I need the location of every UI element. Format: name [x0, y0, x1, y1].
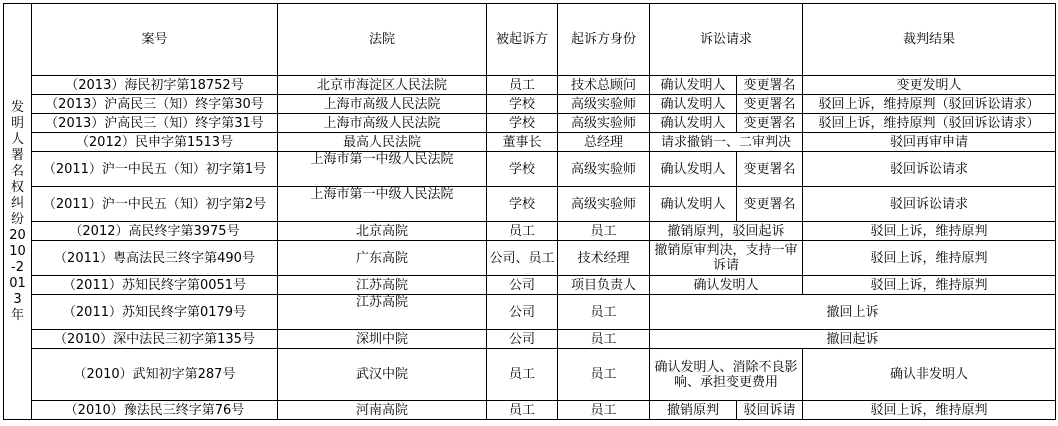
result-cell[interactable]: 驳回上诉，维持原判（驳回诉讼请求）: [803, 114, 1056, 133]
claim-cell[interactable]: 撤销原判，驳回起诉: [650, 222, 803, 241]
claim-cell[interactable]: 确认发明人: [650, 76, 737, 95]
header-defendant[interactable]: 被起诉方: [487, 4, 558, 76]
case-no-cell[interactable]: （2011）苏知民终字第0051号: [32, 276, 278, 295]
defendant-cell[interactable]: 董事长: [487, 133, 558, 152]
table-row: [4, 152, 1056, 187]
table-row: [4, 76, 1056, 95]
case-table: [3, 3, 1056, 420]
case-no-cell[interactable]: （2010）武知初字第287号: [32, 349, 278, 401]
claim-cell[interactable]: 请求撤销一、二审判决: [650, 133, 803, 152]
court-cell[interactable]: 河南高院: [278, 401, 487, 420]
defendant-cell[interactable]: 员工: [487, 401, 558, 420]
defendant-cell[interactable]: 员工: [487, 349, 558, 401]
court-cell[interactable]: 上海市第一中级人民法院: [278, 152, 487, 187]
court-cell[interactable]: 上海市第一中级人民法院: [278, 187, 487, 222]
result-cell[interactable]: 撤回上诉: [650, 295, 1056, 330]
result-cell[interactable]: 驳回再审申请: [803, 133, 1056, 152]
defendant-cell[interactable]: 学校: [487, 114, 558, 133]
case-no-cell[interactable]: （2012）民申字第1513号: [32, 133, 278, 152]
plaintiff-cell[interactable]: 员工: [558, 401, 650, 420]
claim-cell[interactable]: 撤销原审判决，支持一审诉请: [650, 241, 803, 276]
case-no-cell[interactable]: （2011）粤高法民三终字第490号: [32, 241, 278, 276]
defendant-cell[interactable]: 学校: [487, 95, 558, 114]
court-cell[interactable]: 武汉中院: [278, 349, 487, 401]
court-cell[interactable]: 江苏高院: [278, 276, 487, 295]
case-no-cell[interactable]: （2012）高民终字第3975号: [32, 222, 278, 241]
court-cell[interactable]: 江苏高院: [278, 295, 487, 330]
court-cell[interactable]: 北京高院: [278, 222, 487, 241]
result-cell[interactable]: 确认非发明人: [803, 349, 1056, 401]
defendant-cell[interactable]: 公司: [487, 276, 558, 295]
result-cell[interactable]: 驳回上诉，维持原判: [803, 222, 1056, 241]
table-row: [4, 349, 1056, 401]
header-plaintiff[interactable]: 起诉方身份: [558, 4, 650, 76]
defendant-cell[interactable]: 公司: [487, 330, 558, 349]
plaintiff-cell[interactable]: 员工: [558, 349, 650, 401]
claim-cell[interactable]: 确认发明人: [650, 152, 737, 187]
claim-cell[interactable]: 变更署名: [737, 152, 803, 187]
result-cell[interactable]: 变更发明人: [803, 76, 1056, 95]
claim-cell[interactable]: 确认发明人: [650, 276, 803, 295]
defendant-cell[interactable]: 公司: [487, 295, 558, 330]
plaintiff-cell[interactable]: 高级实验师: [558, 114, 650, 133]
case-no-cell[interactable]: （2013）沪高民三（知）终字第30号: [32, 95, 278, 114]
plaintiff-cell[interactable]: 总经理: [558, 133, 650, 152]
case-no-cell[interactable]: （2011）苏知民终字第0179号: [32, 295, 278, 330]
header-court[interactable]: 法院: [278, 4, 487, 76]
header-claims[interactable]: 诉讼请求: [650, 4, 803, 76]
plaintiff-cell[interactable]: 技术经理: [558, 241, 650, 276]
defendant-cell[interactable]: 学校: [487, 187, 558, 222]
result-cell[interactable]: 驳回诉讼请求: [803, 187, 1056, 222]
court-cell[interactable]: 广东高院: [278, 241, 487, 276]
result-cell[interactable]: 驳回上诉，维持原判: [803, 276, 1056, 295]
header-row: [4, 4, 1056, 76]
table-row: [4, 241, 1056, 276]
table-row: [4, 276, 1056, 295]
side-label-cell: [4, 4, 32, 420]
table-row: [4, 95, 1056, 114]
claim-cell[interactable]: 确认发明人: [650, 95, 737, 114]
table-row: [4, 114, 1056, 133]
claim-cell[interactable]: 确认发明人: [650, 187, 737, 222]
plaintiff-cell[interactable]: 高级实验师: [558, 187, 650, 222]
defendant-cell[interactable]: 员工: [487, 222, 558, 241]
case-no-cell[interactable]: （2010）豫法民三终字第76号: [32, 401, 278, 420]
result-cell[interactable]: 驳回诉讼请求: [803, 152, 1056, 187]
plaintiff-cell[interactable]: 技术总顾问: [558, 76, 650, 95]
case-no-cell[interactable]: （2013）沪高民三（知）终字第31号: [32, 114, 278, 133]
case-no-cell[interactable]: （2011）沪一中民五（知）初字第1号: [32, 152, 278, 187]
result-cell[interactable]: 驳回上诉，维持原判: [803, 401, 1056, 420]
claim-cell[interactable]: 变更署名: [737, 114, 803, 133]
court-cell[interactable]: 上海市高级人民法院: [278, 114, 487, 133]
claim-cell[interactable]: 变更署名: [737, 95, 803, 114]
table-row: [4, 330, 1056, 349]
court-cell[interactable]: 北京市海淀区人民法院: [278, 76, 487, 95]
side-label: 发明人署名权纠纷2010-2013年: [9, 99, 26, 323]
case-no-cell[interactable]: （2011）沪一中民五（知）初字第2号: [32, 187, 278, 222]
header-case-no[interactable]: 案号: [32, 4, 278, 76]
result-cell[interactable]: 撤回起诉: [650, 330, 1056, 349]
result-cell[interactable]: 驳回上诉，维持原判: [803, 241, 1056, 276]
defendant-cell[interactable]: 学校: [487, 152, 558, 187]
defendant-cell[interactable]: 员工: [487, 76, 558, 95]
claim-cell[interactable]: 确认发明人、消除不良影响、承担变更费用: [650, 349, 803, 401]
case-no-cell[interactable]: （2010）深中法民三初字第135号: [32, 330, 278, 349]
plaintiff-cell[interactable]: 员工: [558, 295, 650, 330]
plaintiff-cell[interactable]: 高级实验师: [558, 95, 650, 114]
claim-cell[interactable]: 确认发明人: [650, 114, 737, 133]
court-cell[interactable]: 最高人民法院: [278, 133, 487, 152]
claim-cell[interactable]: 变更署名: [737, 76, 803, 95]
court-cell[interactable]: 深圳中院: [278, 330, 487, 349]
table-row: [4, 187, 1056, 222]
claim-cell[interactable]: 变更署名: [737, 187, 803, 222]
claim-cell[interactable]: 撤销原判: [650, 401, 737, 420]
plaintiff-cell[interactable]: 项目负责人: [558, 276, 650, 295]
court-cell[interactable]: 上海市高级人民法院: [278, 95, 487, 114]
table-row: [4, 401, 1056, 420]
case-no-cell[interactable]: （2013）海民初字第18752号: [32, 76, 278, 95]
plaintiff-cell[interactable]: 员工: [558, 222, 650, 241]
result-cell[interactable]: 驳回上诉，维持原判（驳回诉讼请求）: [803, 95, 1056, 114]
table-row: [4, 222, 1056, 241]
plaintiff-cell[interactable]: 员工: [558, 330, 650, 349]
defendant-cell[interactable]: 公司、员工: [487, 241, 558, 276]
table-row: [4, 295, 1056, 330]
claim-cell[interactable]: 驳回诉请: [737, 401, 803, 420]
table-row: [4, 133, 1056, 152]
header-result[interactable]: 裁判结果: [803, 4, 1056, 76]
plaintiff-cell[interactable]: 高级实验师: [558, 152, 650, 187]
